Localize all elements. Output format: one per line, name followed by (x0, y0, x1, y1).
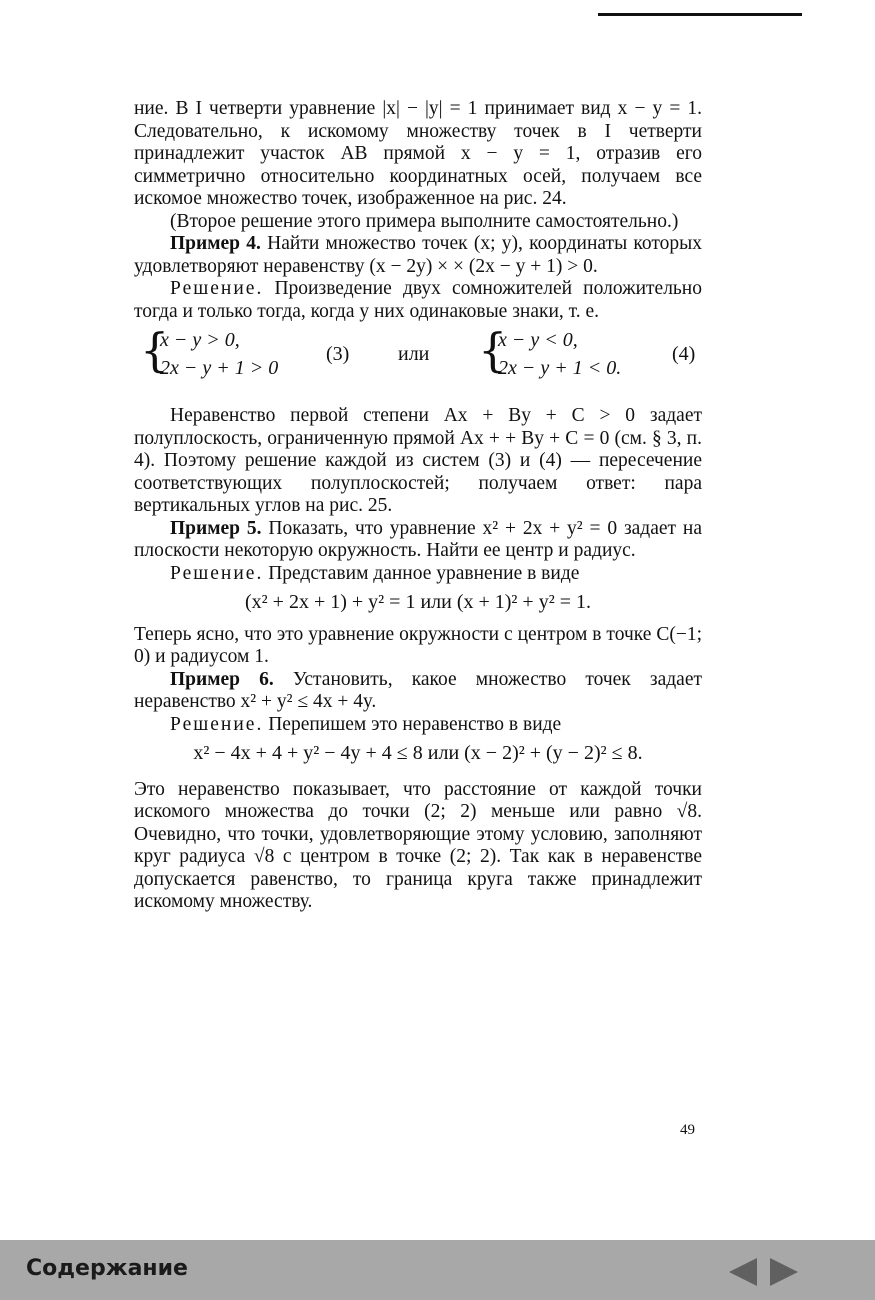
page-number: 49 (680, 1122, 695, 1138)
example-6 (134, 669, 702, 714)
or-word: или (398, 343, 430, 365)
formula-2: x² − 4x + 4 + y² − 4y + 4 ≤ 8 или (x − 2)² + (y − 2)² ≤ 8. (193, 742, 643, 764)
next-page-arrow-icon[interactable] (770, 1258, 798, 1286)
system-4-line-1: x − y < 0, (498, 329, 578, 351)
systems-of-inequalities (134, 323, 702, 385)
page-text (134, 98, 702, 914)
paragraph-8: Теперь ясно, что это уравнение окружности с центром в точке C(−1; 0) и радиусом 1. (134, 623, 702, 667)
top-rule (598, 13, 802, 16)
solution-4-label: Решение. (170, 278, 264, 299)
example-4-label: Пример 4. (170, 233, 261, 254)
system-3-line-1: x − y > 0, (160, 329, 240, 351)
system-4-line-2: 2x − y + 1 < 0. (498, 357, 622, 379)
left-brace-2: { (478, 323, 508, 377)
left-brace-1: { (140, 323, 170, 377)
example-5 (134, 518, 702, 563)
example-6-text: Установить, какое множество точек задает неравенство x² + y² ≤ 4x + 4y. (134, 668, 703, 712)
contents-link[interactable]: Содержание (26, 1256, 188, 1281)
example-4 (134, 233, 702, 278)
solution-4-text: Произведение двух сомножителей положительно тогда и только тогда, когда у них одинаковые знаки, т. е. (134, 278, 702, 322)
paragraph-11: Это неравенство показывает, что расстояние от каждой точки искомого множества до точки (2; 2) меньше или равно √8. Очевидно, что точки, удовлетворяющие этому условию, заполняют круг радиуса √8 с центром в точке (2; 2). Так как в неравенстве допускается равенство, то граница круга также принадлежит искомому множеству. (134, 778, 702, 912)
system-4-number: (4) (672, 343, 696, 365)
example-4-text: Найти множество точек (x; y), координаты которых удовлетворяют неравенству (x − 2y) × × (2x − y + 1) > 0. (134, 233, 703, 277)
solution-6-text: Перепишем это неравенство в виде (263, 713, 562, 735)
example-5-text: Показать, что уравнение x² + 2x + y² = 0 задает на плоскости некоторую окружность. Найти ее центр и радиус. (134, 517, 703, 561)
paragraph-5: Неравенство первой степени Ax + By + C > 0 задает полуплоскость, ограниченную прямой Ax + + By + C = 0 (см. § 3, п. 4). Поэтому решение каждой из систем (3) и (4) — пересечение соответствующих полуплоскостей; получаем ответ: пара вертикальных углов на рис. 25. (134, 405, 702, 516)
solution-4 (134, 278, 702, 323)
paragraph-1: ние. В I четверти уравнение |x| − |y| = 1 принимает вид x − y = 1. Следовательно, к искомому множеству точек в I четверти принадлежит участок AB прямой x − y = 1, отразив его симметрично относительно координатных осей, получаем все искомое множество точек, изображенное на рис. 24. (134, 98, 702, 209)
formula-1: (x² + 2x + 1) + y² = 1 или (x + 1)² + y² = 1. (245, 591, 591, 613)
paragraph-2: (Второе решение этого примера выполните самостоятельно.) (170, 210, 679, 232)
solution-5-label: Решение. (170, 562, 264, 584)
system-3-line-2: 2x − y + 1 > 0 (160, 357, 279, 379)
system-3-number: (3) (326, 343, 350, 365)
solution-6 (134, 714, 702, 737)
solution-6-label: Решение. (170, 713, 264, 735)
example-6-label: Пример 6. (170, 668, 274, 690)
solution-5 (134, 563, 702, 586)
example-5-label: Пример 5. (170, 517, 262, 539)
solution-5-text: Представим данное уравнение в виде (263, 562, 580, 584)
previous-page-arrow-icon[interactable] (729, 1258, 757, 1286)
